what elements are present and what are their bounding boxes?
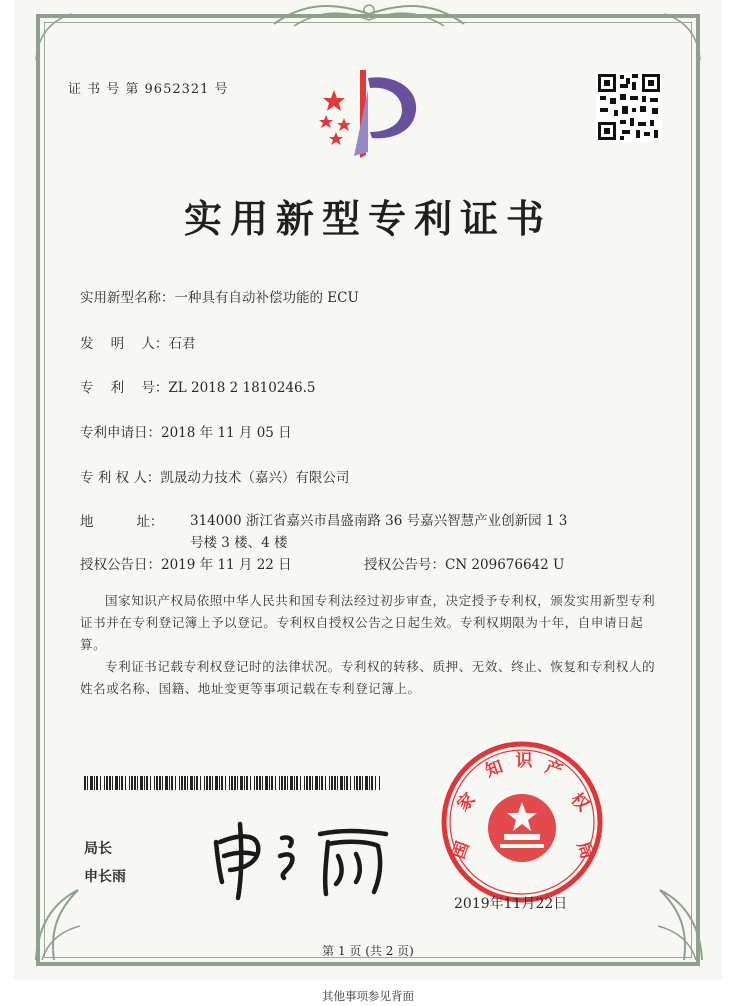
official-seal-icon xyxy=(440,740,604,904)
seal-char-7: 局 xyxy=(572,838,598,862)
patentee-row xyxy=(80,466,349,486)
grant-number-label: 授权公告号： xyxy=(364,557,445,573)
seal-date: 2019年11月22日 xyxy=(454,896,568,912)
utility-model-name-row xyxy=(80,286,359,306)
certificate-paragraph-2: 专利证书记载专利权登记时的法律状况。专利权的转移、质押、无效、终止、恢复和专利权人的姓名或名称、国籍、地址变更等事项记载在专利登记簿上。 xyxy=(80,659,656,696)
patent-number-row xyxy=(80,376,316,396)
address-value: 314000 浙江省嘉兴市昌盛南路 36 号嘉兴智慧产业创新园 1 3 号楼 3 楼、4 楼 xyxy=(190,513,568,551)
patent-office-logo-icon xyxy=(314,60,424,160)
utility-model-name-label: 实用新型名称： xyxy=(80,290,175,306)
grant-date-value: 2019 年 11 月 22 日 xyxy=(161,557,292,573)
barcode-icon xyxy=(84,776,384,790)
top-left-ornament-icon xyxy=(28,4,78,64)
grant-date-row xyxy=(80,553,292,573)
seal-char-1: 国 xyxy=(448,838,474,862)
grant-date-label: 授权公告日： xyxy=(80,557,161,573)
utility-model-name-value: 一种具有自动补偿功能的 ECU xyxy=(174,290,359,306)
grant-number-value: CN 209676642 U xyxy=(445,557,565,573)
seal-char-6: 权 xyxy=(566,789,593,816)
inventor-row xyxy=(80,332,195,352)
certificate-title: 实用新型专利证书 xyxy=(183,196,552,241)
top-right-ornament-icon xyxy=(658,4,708,64)
seal-char-4: 识 xyxy=(515,751,533,771)
footer-note: 其他事项参见背面 xyxy=(322,989,414,1003)
patentee-value: 凯晟动力技术（嘉兴）有限公司 xyxy=(160,470,350,486)
director-title: 局长 xyxy=(84,841,112,857)
patent-number-label: 专 利 号： xyxy=(80,380,169,396)
filing-date-row xyxy=(80,421,292,441)
seal-char-3: 知 xyxy=(482,756,506,782)
grant-number-row xyxy=(364,553,564,573)
director-signature-icon xyxy=(210,812,400,902)
inventor-value: 石君 xyxy=(168,336,196,352)
address-label: 地 址： xyxy=(80,514,164,530)
filing-date-value: 2018 年 11 月 05 日 xyxy=(161,425,292,441)
filing-date-label: 专利申请日： xyxy=(80,425,161,441)
patent-number-value: ZL 2018 2 1810246.5 xyxy=(168,380,316,396)
certificate-sheet xyxy=(14,0,722,980)
patentee-label: 专 利 权 人： xyxy=(80,470,161,486)
page-number: 第 1 页 (共 2 页) xyxy=(322,944,414,958)
seal-char-2: 家 xyxy=(453,789,480,816)
top-ornament-icon xyxy=(264,0,474,30)
certificate-number: 证 书 号 第 9652321 号 xyxy=(68,82,229,97)
seal-char-5: 产 xyxy=(542,756,566,782)
inventor-label: 发 明 人： xyxy=(80,336,169,352)
director-name: 申长雨 xyxy=(84,869,126,885)
qr-code-icon xyxy=(596,72,662,142)
certificate-paragraph-1: 国家知识产权局依照中华人民共和国专利法经过初步审查，决定授予专利权，颁发实用新型专利证书并在专利登记簿上予以登记。专利权自授权公告之日起生效。专利权期限为十年，自申请日起算。 xyxy=(80,593,656,652)
